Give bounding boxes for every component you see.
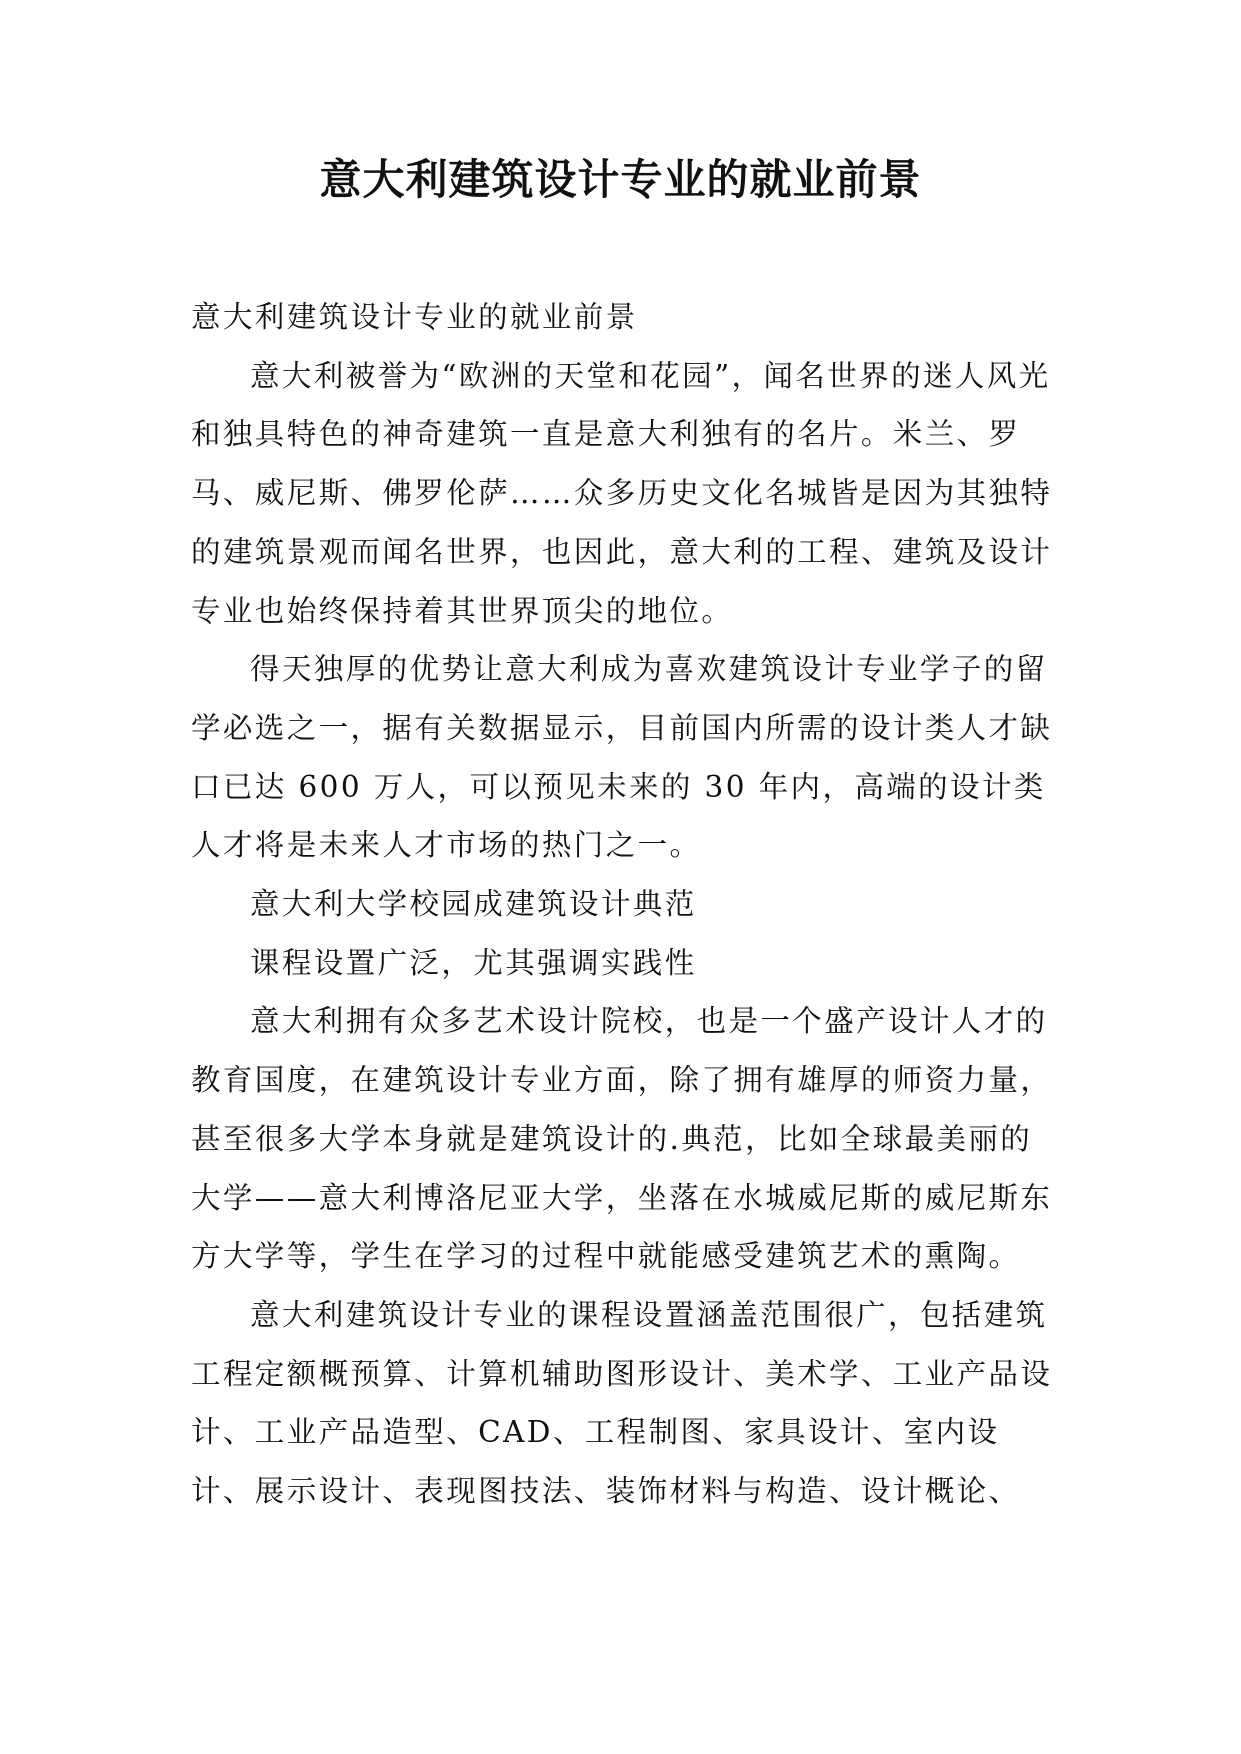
document-title: 意大利建筑设计专业的就业前景	[319, 155, 922, 204]
section-heading-curriculum: 课程设置广泛，尤其强调实践性	[250, 945, 697, 980]
body-paragraph-intro: 意大利被誉为“欧洲的天堂和花园”，闻名世界的迷人风光和独具特色的神奇建筑一直是意大利独有的名片。米兰、罗马、威尼斯、佛罗伦萨……众多历史文化名城皆是因为其独特的建筑景观而闻名世界，也因此，意大利的工程、建筑及设计专业也始终保持着其世界顶尖的地位。	[191, 358, 1053, 628]
body-paragraph-schools: 意大利拥有众多艺术设计院校，也是一个盛产设计人才的教育国度，在建筑设计专业方面，除了拥有雄厚的师资力量，甚至很多大学本身就是建筑设计的.典范，比如全球最美丽的大学——意大利博洛尼亚大学，坐落在水城威尼斯的威尼斯东方大学等，学生在学习的过程中就能感受建筑艺术的熏陶。	[191, 1004, 1053, 1274]
body-paragraph-talent-demand: 得天独厚的优势让意大利成为喜欢建筑设计专业学子的留学必选之一，据有关数据显示，目前国内所需的设计类人才缺口已达 600 万人，可以预见未来的 30 年内，高端的设计类人才将是未来人才市场的热门之一。	[191, 652, 1053, 863]
section-heading-campus: 意大利大学校园成建筑设计典范	[250, 887, 697, 922]
body-paragraph-subtitle: 意大利建筑设计专业的就业前景	[191, 300, 638, 334]
body-paragraph-courses: 意大利建筑设计专业的课程设置涵盖范围很广，包括建筑工程定额概预算、计算机辅助图形设计、美术学、工业产品设计、工业产品造型、CAD、工程制图、家具设计、室内设计、展示设计、表现图技法、装饰材料与构造、设计概论、	[191, 1297, 1053, 1509]
document-body	[191, 288, 1061, 1521]
